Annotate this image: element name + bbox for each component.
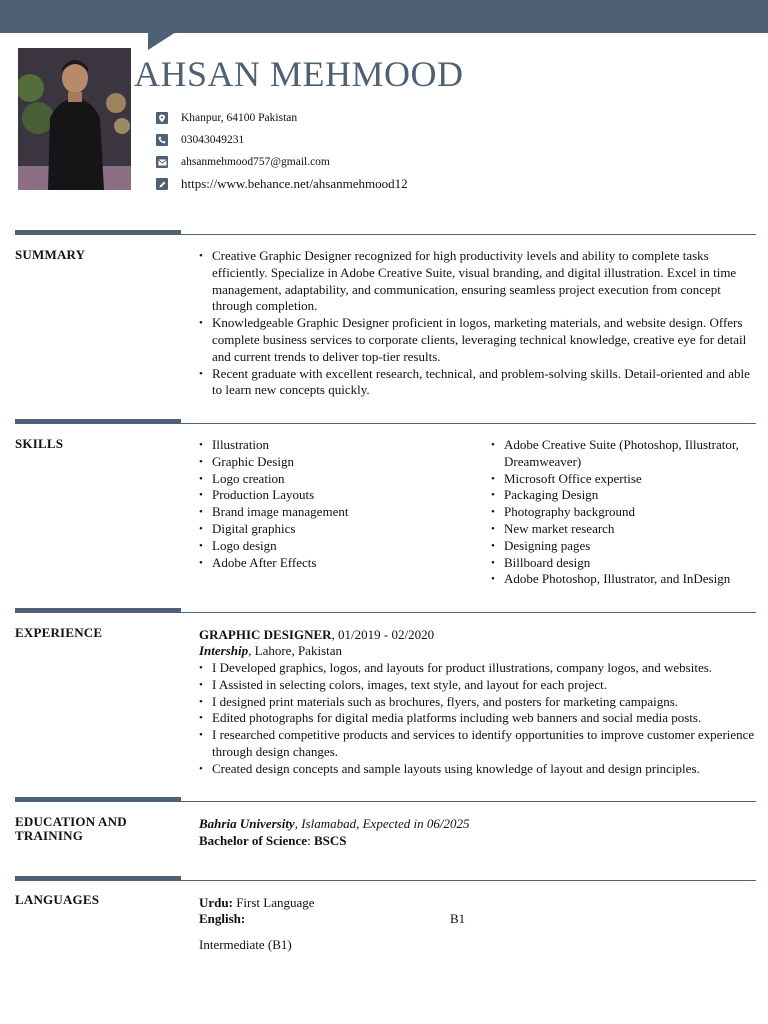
summary-item: • Recent graduate with excellent research, technical, and problem-solving skills. Detail-oriented and able to learn new concepts quickly. <box>199 366 755 400</box>
experience-item: • I Developed graphics, logos, and layouts for product illustrations, company logos, and websites. <box>199 660 755 677</box>
languages-heading: LANGUAGES <box>15 892 100 907</box>
profile-photo-image <box>18 48 131 190</box>
envelope-icon <box>156 156 168 168</box>
language-level: First Language <box>232 895 315 910</box>
skill-item: • Adobe Creative Suite (Photoshop, Illustrator, Dreamweaver) <box>491 437 761 471</box>
language-name: English: <box>199 911 246 926</box>
language-name: Urdu: <box>199 895 233 910</box>
email-link[interactable]: ahsanmehmood757@gmail.com <box>181 156 330 168</box>
experience-item: • I researched competitive products and services to identify opportunities to improve customer experience through design changes. <box>199 727 755 761</box>
section-divider <box>15 423 756 424</box>
contact-address <box>156 110 297 126</box>
degree-label: Bachelor of Science <box>199 833 308 848</box>
school-line <box>199 815 469 832</box>
summary-item: • Knowledgeable Graphic Designer proficient in logos, marketing materials, and website design. Offers complete business services to corporate clients, leveraging technical knowledge, creative eye for detail and current trends to deliver top-tier results. <box>199 315 755 365</box>
degree-separator: : <box>307 833 314 848</box>
contact-email[interactable] <box>156 154 330 170</box>
section-divider <box>15 234 756 235</box>
school-detail: , Islamabad, Expected in 06/2025 <box>294 816 470 831</box>
skill-item: • New market research <box>491 521 761 538</box>
school-name: Bahria University <box>199 816 295 831</box>
skills-heading: SKILLS <box>15 436 64 451</box>
location-pin-icon <box>156 112 168 124</box>
skill-item: • Graphic Design <box>199 454 469 471</box>
experience-item: • Edited photographs for digital media platforms including web banners and social media posts. <box>199 710 755 727</box>
phone-text: 03043049231 <box>181 134 245 146</box>
language-code: B1 <box>450 911 466 926</box>
header-band <box>0 0 768 33</box>
company-location: , Lahore, Pakistan <box>248 643 343 658</box>
job-dates: , 01/2019 - 02/2020 <box>331 627 435 642</box>
company-line <box>199 642 342 659</box>
skill-item: • Brand image management <box>199 504 469 521</box>
skill-item: • Logo creation <box>199 471 469 488</box>
skill-item: • Illustration <box>199 437 469 454</box>
skill-item: • Adobe After Effects <box>199 555 469 572</box>
experience-item: • I designed print materials such as brochures, flyers, and posters for marketing campaigns. <box>199 694 755 711</box>
section-divider <box>15 612 756 613</box>
skill-item: • Packaging Design <box>491 487 761 504</box>
education-heading-line1: EDUCATION AND <box>15 814 127 829</box>
skills-list-right <box>491 437 761 588</box>
degree-value: BSCS <box>313 833 347 848</box>
section-divider <box>15 880 756 881</box>
contact-website[interactable] <box>156 176 408 192</box>
experience-list <box>199 660 755 778</box>
contact-phone <box>156 132 244 148</box>
skill-item: • Production Layouts <box>199 487 469 504</box>
language-row <box>199 894 315 911</box>
education-heading <box>15 815 127 843</box>
section-divider <box>15 801 756 802</box>
skill-item: • Digital graphics <box>199 521 469 538</box>
profile-photo <box>18 48 131 190</box>
job-title: GRAPHIC DESIGNER <box>199 627 332 642</box>
skills-list-left <box>199 437 469 571</box>
degree-line <box>199 832 346 849</box>
skill-item: • Logo design <box>199 538 469 555</box>
summary-heading: SUMMARY <box>15 247 86 262</box>
header-band-pointer <box>148 32 176 50</box>
experience-item: • I Assisted in selecting colors, images, text style, and layout for each project. <box>199 677 755 694</box>
skill-item: • Designing pages <box>491 538 761 555</box>
website-link[interactable]: https://www.behance.net/ahsanmehmood12 <box>181 176 408 191</box>
company-name: Intership <box>199 643 249 658</box>
skill-item: • Billboard design <box>491 555 761 572</box>
experience-item: • Created design concepts and sample layouts using knowledge of layout and design principles. <box>199 761 755 778</box>
candidate-name: AHSAN MEHMOOD <box>134 54 464 94</box>
summary-list <box>199 248 755 399</box>
skill-item: • Photography background <box>491 504 761 521</box>
job-heading-line <box>199 626 434 643</box>
pencil-link-icon <box>156 178 168 190</box>
experience-heading: EXPERIENCE <box>15 625 103 640</box>
education-heading-line2: TRAINING <box>15 828 84 843</box>
phone-icon <box>156 134 168 146</box>
skill-item: • Adobe Photoshop, Illustrator, and InDesign <box>491 571 761 588</box>
language-level: Intermediate (B1) <box>199 937 292 952</box>
language-row <box>199 910 245 927</box>
skill-item: • Microsoft Office expertise <box>491 471 761 488</box>
summary-item: • Creative Graphic Designer recognized for high productivity levels and ability to complete tasks efficiently. Specialize in Adobe Creative Suite, visual branding, and digital illustration. Excel in time management, adaptability, and communication, ensuring seamless project execution from concept through completion. <box>199 248 755 315</box>
address-text: Khanpur, 64100 Pakistan <box>181 112 298 124</box>
